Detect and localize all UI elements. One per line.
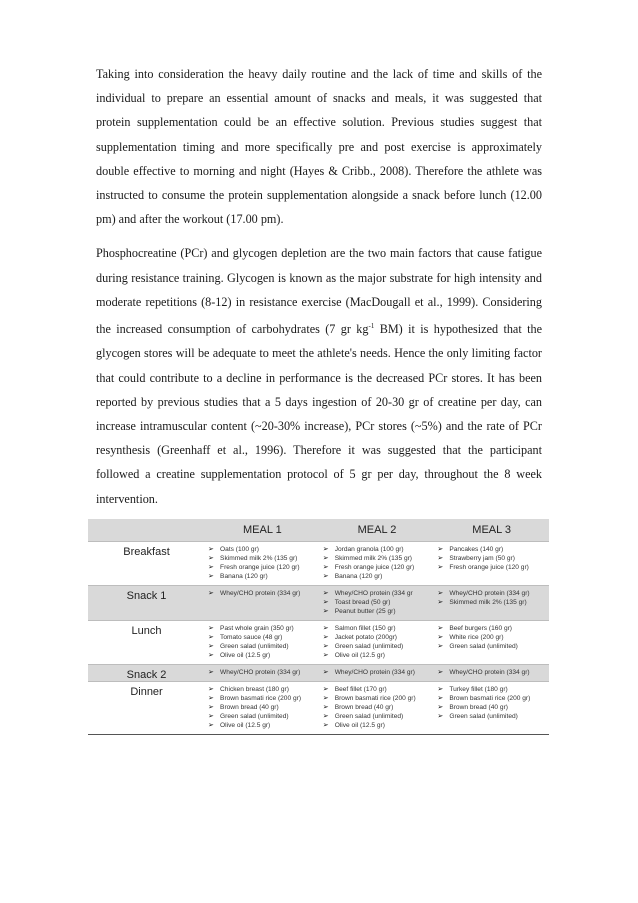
food-item: ➢ Salmon fillet (150 gr) [320,624,431,633]
meal-cell [434,682,549,735]
food-list [320,624,431,660]
food-list [205,545,316,581]
food-item: ➢ Banana (120 gr) [205,572,316,581]
food-item: ➢ Skimmed milk 2% (135 gr) [205,554,316,563]
food-list [434,624,545,651]
food-item: ➢ Brown bread (40 gr) [320,703,431,712]
food-item: ➢ Jordan granola (100 gr) [320,545,431,554]
row-label: Lunch [131,625,162,637]
food-item: ➢ Brown bread (40 gr) [434,703,545,712]
food-item: ➢ Beef burgers (160 gr) [434,624,545,633]
food-list [205,589,316,598]
food-item: ➢ Turkey fillet (180 gr) [434,685,545,694]
meal-cell [434,586,549,621]
food-item: ➢ Green salad (unlimited) [320,712,431,721]
food-item: ➢ Olive oil (12.5 gr) [320,651,431,660]
food-item: ➢ Green salad (unlimited) [205,712,316,721]
food-item: ➢ Tomato sauce (48 gr) [205,633,316,642]
superscript: -1 [368,322,375,331]
row-label: Breakfast [123,546,170,558]
food-item: ➢ Jacket potato (200gr) [320,633,431,642]
food-list [205,624,316,660]
paragraph-1: Taking into consideration the heavy daily routine and the lack of time and skills of the individual to prepare an essential amount of snacks and meals, it was suggested that protein supplementation could be an effective solution. Previous studies suggest that supplementation timing and more specifically pre and post exercise is approximately double effective to morning and night (Hayes & Cribb., 2008). Therefore the athlete was instructed to consume the protein supplementation alongside a snack before lunch (12.00 pm) and after the workout (17.00 pm). [96,67,542,227]
food-item: ➢ Whey/CHO protein (334 gr [320,589,431,598]
header-meal-2: MEAL 2 [320,519,435,542]
food-item: ➢ Fresh orange juice (120 gr) [320,563,431,572]
header-meal-3: MEAL 3 [434,519,549,542]
meal-cell [320,621,435,665]
food-item: ➢ Past whole grain (350 gr) [205,624,316,633]
header-blank [88,519,205,542]
meal-cell [434,621,549,665]
food-item: ➢ Fresh orange juice (120 gr) [205,563,316,572]
meal-cell [320,586,435,621]
food-list [205,685,316,730]
table-row [88,665,549,682]
food-item: ➢ Skimmed milk 2% (135 gr) [434,598,545,607]
food-list [434,668,545,677]
food-item: ➢ Skimmed milk 2% (135 gr) [320,554,431,563]
food-item: ➢ Whey/CHO protein (334 gr) [434,589,545,598]
food-item: ➢ Beef fillet (170 gr) [320,685,431,694]
meal-cell [434,542,549,586]
food-list [434,685,545,721]
food-item: ➢ Toast bread (50 gr) [320,598,431,607]
food-item: ➢ Brown basmati rice (200 gr) [205,694,316,703]
food-item: ➢ Fresh orange juice (120 gr) [434,563,545,572]
meal-cell [205,621,320,665]
meal-cell [205,586,320,621]
row-label: Dinner [130,686,163,698]
meal-cell [434,665,549,682]
food-item: ➢ Brown basmati rice (200 gr) [434,694,545,703]
row-label: Snack 1 [88,586,205,621]
food-list [320,685,431,730]
food-list [205,668,316,677]
food-item: ➢ Whey/CHO protein (334 gr) [320,668,431,677]
food-list [320,668,431,677]
food-item: ➢ White rice (200 gr) [434,633,545,642]
paragraph-2: Phosphocreatine (PCr) and glycogen depletion are the two main factors that cause fatigue during resistance training. Glycogen is known as the major substrate for high intensity and moderate repetitions (8-12) in resistance exercise (MacDougall et al., 1999). Considering the increased consumption of carbohydrates (7 gr $kg^{-1}$ BM) it is hypothesized that the glycogen stores will be adequate to meet the athlete's needs. Hence the only limiting factor that could contribute to a decline in performance is the decreased PCr stores. It has been reported by previous studies that a 5 days ingestion of 20-30 gr of creatine per day, can increase intramuscular content (~20-30% increase), PCr stores (~5%) and the rate of PCr resynthesis (Greenhaff et al., 1996). Therefore it was suggested that the participant followed a creatine supplementation protocol of 5 gr per day, throughout the 8 week intervention. [96,246,542,506]
meal-cell [205,682,320,735]
meal-cell [320,665,435,682]
meal-table-body [88,542,549,735]
food-list [320,589,431,616]
food-item: ➢ Olive oil (12.5 gr) [205,651,316,660]
food-item: ➢ Strawberry jam (50 gr) [434,554,545,563]
food-list [434,589,545,607]
meal-cell [205,665,320,682]
food-item: ➢ Olive oil (12.5 gr) [205,721,316,730]
table-row [88,542,549,586]
food-item: ➢ Whey/CHO protein (334 gr) [434,668,545,677]
food-item: ➢ Chicken breast (180 gr) [205,685,316,694]
body-text [96,62,542,511]
table-row [88,682,549,735]
document-page [96,62,542,539]
food-item: ➢ Green salad (unlimited) [434,642,545,651]
food-item: ➢ Whey/CHO protein (334 gr) [205,589,316,598]
row-label: Snack 2 [88,665,205,682]
food-item: ➢ Olive oil (12.5 gr) [320,721,431,730]
meal-cell [320,682,435,735]
food-item: ➢ Banana (120 gr) [320,572,431,581]
food-item: ➢ Whey/CHO protein (334 gr) [205,668,316,677]
food-item: ➢ Green salad (unlimited) [320,642,431,651]
food-item: ➢ Pancakes (140 gr) [434,545,545,554]
food-item: ➢ Brown bread (40 gr) [205,703,316,712]
table-row [88,586,549,621]
table-row [88,621,549,665]
meal-plan-table [88,519,549,735]
food-list [434,545,545,572]
header-meal-1: MEAL 1 [205,519,320,542]
food-item: ➢ Green salad (unlimited) [205,642,316,651]
meal-cell [320,542,435,586]
food-item: ➢ Green salad (unlimited) [434,712,545,721]
food-item: ➢ Brown basmati rice (200 gr) [320,694,431,703]
food-item: ➢ Peanut butter (25 gr) [320,607,431,616]
food-list [320,545,431,581]
food-item: ➢ Oats (100 gr) [205,545,316,554]
meal-cell [205,542,320,586]
table-header-row [88,519,549,542]
